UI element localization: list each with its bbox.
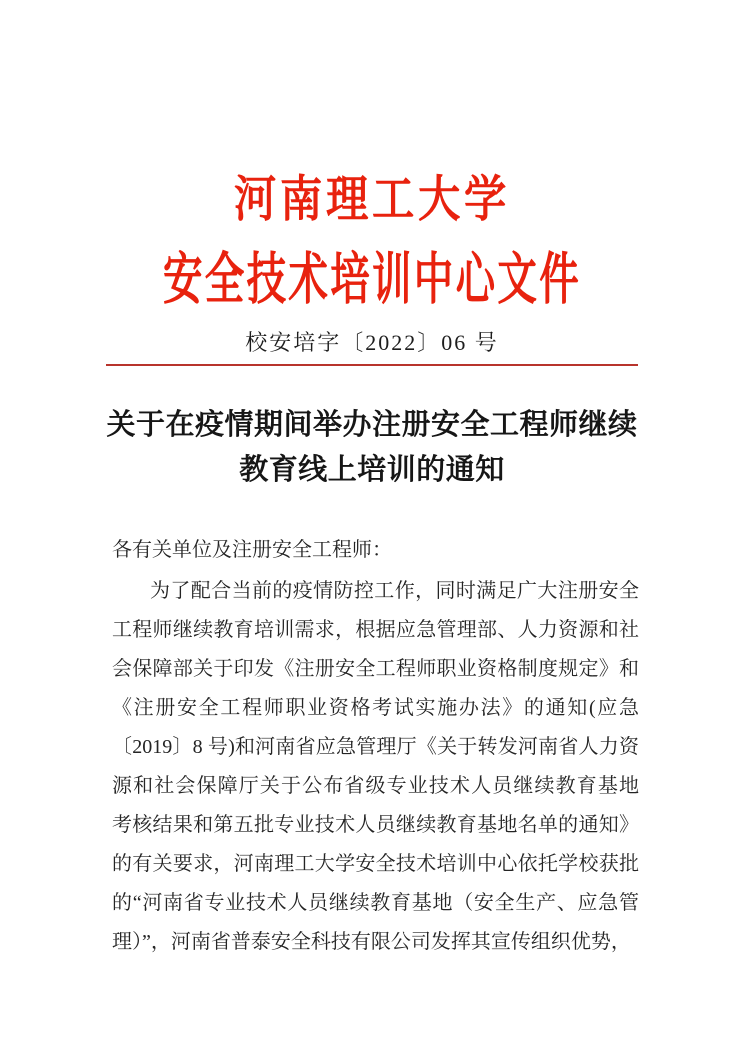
body-text-line: 〔2019〕8 号)和河南省应急管理厅《关于转发河南省人力资 [112, 736, 639, 758]
body-text-line: 理）”，河南省普泰安全科技有限公司发挥其宣传组织优势， [112, 931, 631, 953]
body-text-line: 的有关要求，河南理工大学安全技术培训中心依托学校获批 [112, 853, 639, 875]
letterhead-divider-rule [106, 364, 638, 366]
body-paragraph [112, 572, 639, 962]
notice-title-line2: 教育线上培训的通知 [239, 454, 505, 486]
body-text-line: 源和社会保障厅关于公布省级专业技术人员继续教育基地 [112, 775, 639, 797]
salutation-line: 各有关单位及注册安全工程师： [112, 539, 392, 561]
body-text-line: 的“河南省专业技术人员继续教育基地（安全生产、应急管 [112, 892, 639, 914]
letterhead-center-name: 安全技术培训中心文件 [162, 249, 581, 312]
body-text-line: 会保障部关于印发《注册安全工程师职业资格制度规定》和 [112, 658, 639, 680]
body-text-line: 为了配合当前的疫情防控工作，同时满足广大注册安全 [150, 580, 639, 602]
body-text-line: 考核结果和第五批专业技术人员继续教育基地名单的通知》 [112, 814, 639, 836]
body-text-line: 《注册安全工程师职业资格考试实施办法》的通知(应急 [112, 697, 639, 719]
notice-body [112, 528, 639, 962]
notice-title [60, 403, 684, 493]
body-text-line: 工程师继续教育培训需求，根据应急管理部、人力资源和社 [112, 619, 639, 641]
notice-title-line1: 关于在疫情期间举办注册安全工程师继续 [106, 409, 638, 441]
document-reference-number: 校安培字〔2022〕06 号 [245, 330, 499, 355]
letterhead-org-name: 河南理工大学 [233, 171, 510, 227]
